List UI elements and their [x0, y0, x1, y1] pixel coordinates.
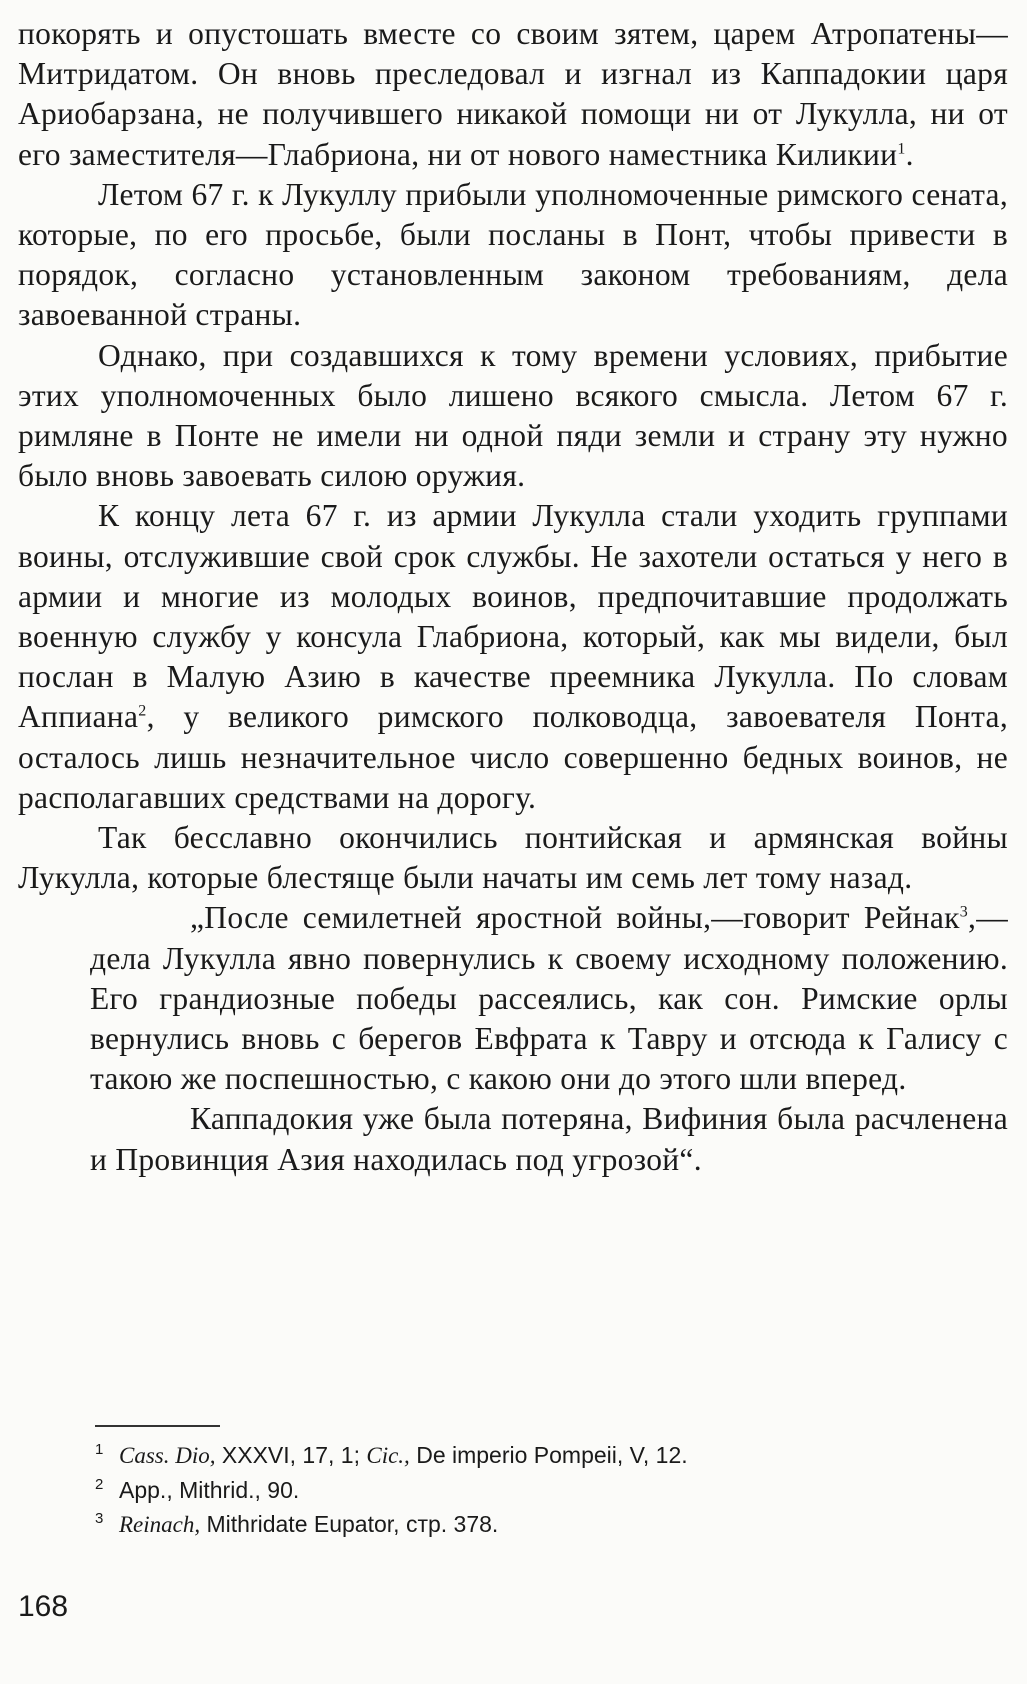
block-quote — [90, 898, 1008, 1179]
footnote-ref-3[interactable]: 3 — [959, 903, 969, 921]
quote-paragraph-1: „После семилетней яростной войны,—говорит Рейнак$^3$,—дела Лукулла явно повернулись к своему исходному положению. Его грандиозные победы рассеялись, как сон. Римские орлы вернулись вновь с берегов Евфрата к Тавру и отсюда к Галису с такою же поспешностью, с какою они до этого шли вперед. — [90, 900, 1008, 1097]
footnote-ref-2[interactable]: 2 — [138, 702, 147, 720]
footnote-3: 3 Reinach, Mithridate Eupator, стр. 378. — [95, 1510, 499, 1537]
footnote-ref-1[interactable]: 1 — [897, 140, 906, 158]
page-number: 168 — [18, 1590, 69, 1623]
paragraph-1: покорять и опустошать вместе со своим зятем, царем Атропатены—Митридатом. Он вновь преследовал и изгнал из Каппадокии царя Ариобарзана, не получившего никакой помощи ни от Лукулла, ни от его заместителя—Глабриона, ни от нового наместника Киликии$^1$. — [18, 16, 1008, 172]
paragraph-2: Летом 67 г. к Лукуллу прибыли уполномоченные римского сената, которые, по его просьбе, были посланы в Понт, чтобы привести в порядок, согласно установленным законом требованиям, дела завоеванной страны. — [18, 176, 1008, 333]
footnote-2: 2 App., Mithrid., 90. — [95, 1476, 300, 1503]
paragraph-3: Однако, при создавшихся к тому времени условиях, прибытие этих уполномоченных было лишено всякого смысла. Летом 67 г. римляне в Понте не имели ни одной пяди земли и страну эту нужно было вновь завоевать силою оружия. — [18, 337, 1008, 494]
page-body — [18, 14, 1008, 1180]
footnote-1: 1 Cass. Dio, XXXVI, 17, 1; Cic., De imperio Pompeii, V, 12. — [95, 1441, 688, 1468]
paragraph-5: Так бесславно окончились понтийская и армянская войны Лукулла, которые блестяще были начаты им семь лет тому назад. — [18, 820, 1008, 896]
quote-paragraph-2: Каппадокия уже была потеряна, Вифиния была расчленена и Провинция Азия находилась под угрозой“. — [90, 1101, 1008, 1177]
footnote-divider — [95, 1425, 220, 1427]
footnotes — [95, 1438, 995, 1542]
paragraph-4: К концу лета 67 г. из армии Лукулла стали уходить группами воины, отслужившие свой срок службы. Не захотели остаться у него в армии и многие из молодых воинов, предпочитавшие продолжать военную службу у консула Глабриона, который, как мы видели, был послан в Малую Азию в качестве преемника Лукулла. По словам Аппиана$^2$, у великого римского полководца, завоевателя Понта, осталось лишь незначительное число совершенно бедных воинов, не располагавших средствами на дорогу. — [18, 498, 1008, 815]
